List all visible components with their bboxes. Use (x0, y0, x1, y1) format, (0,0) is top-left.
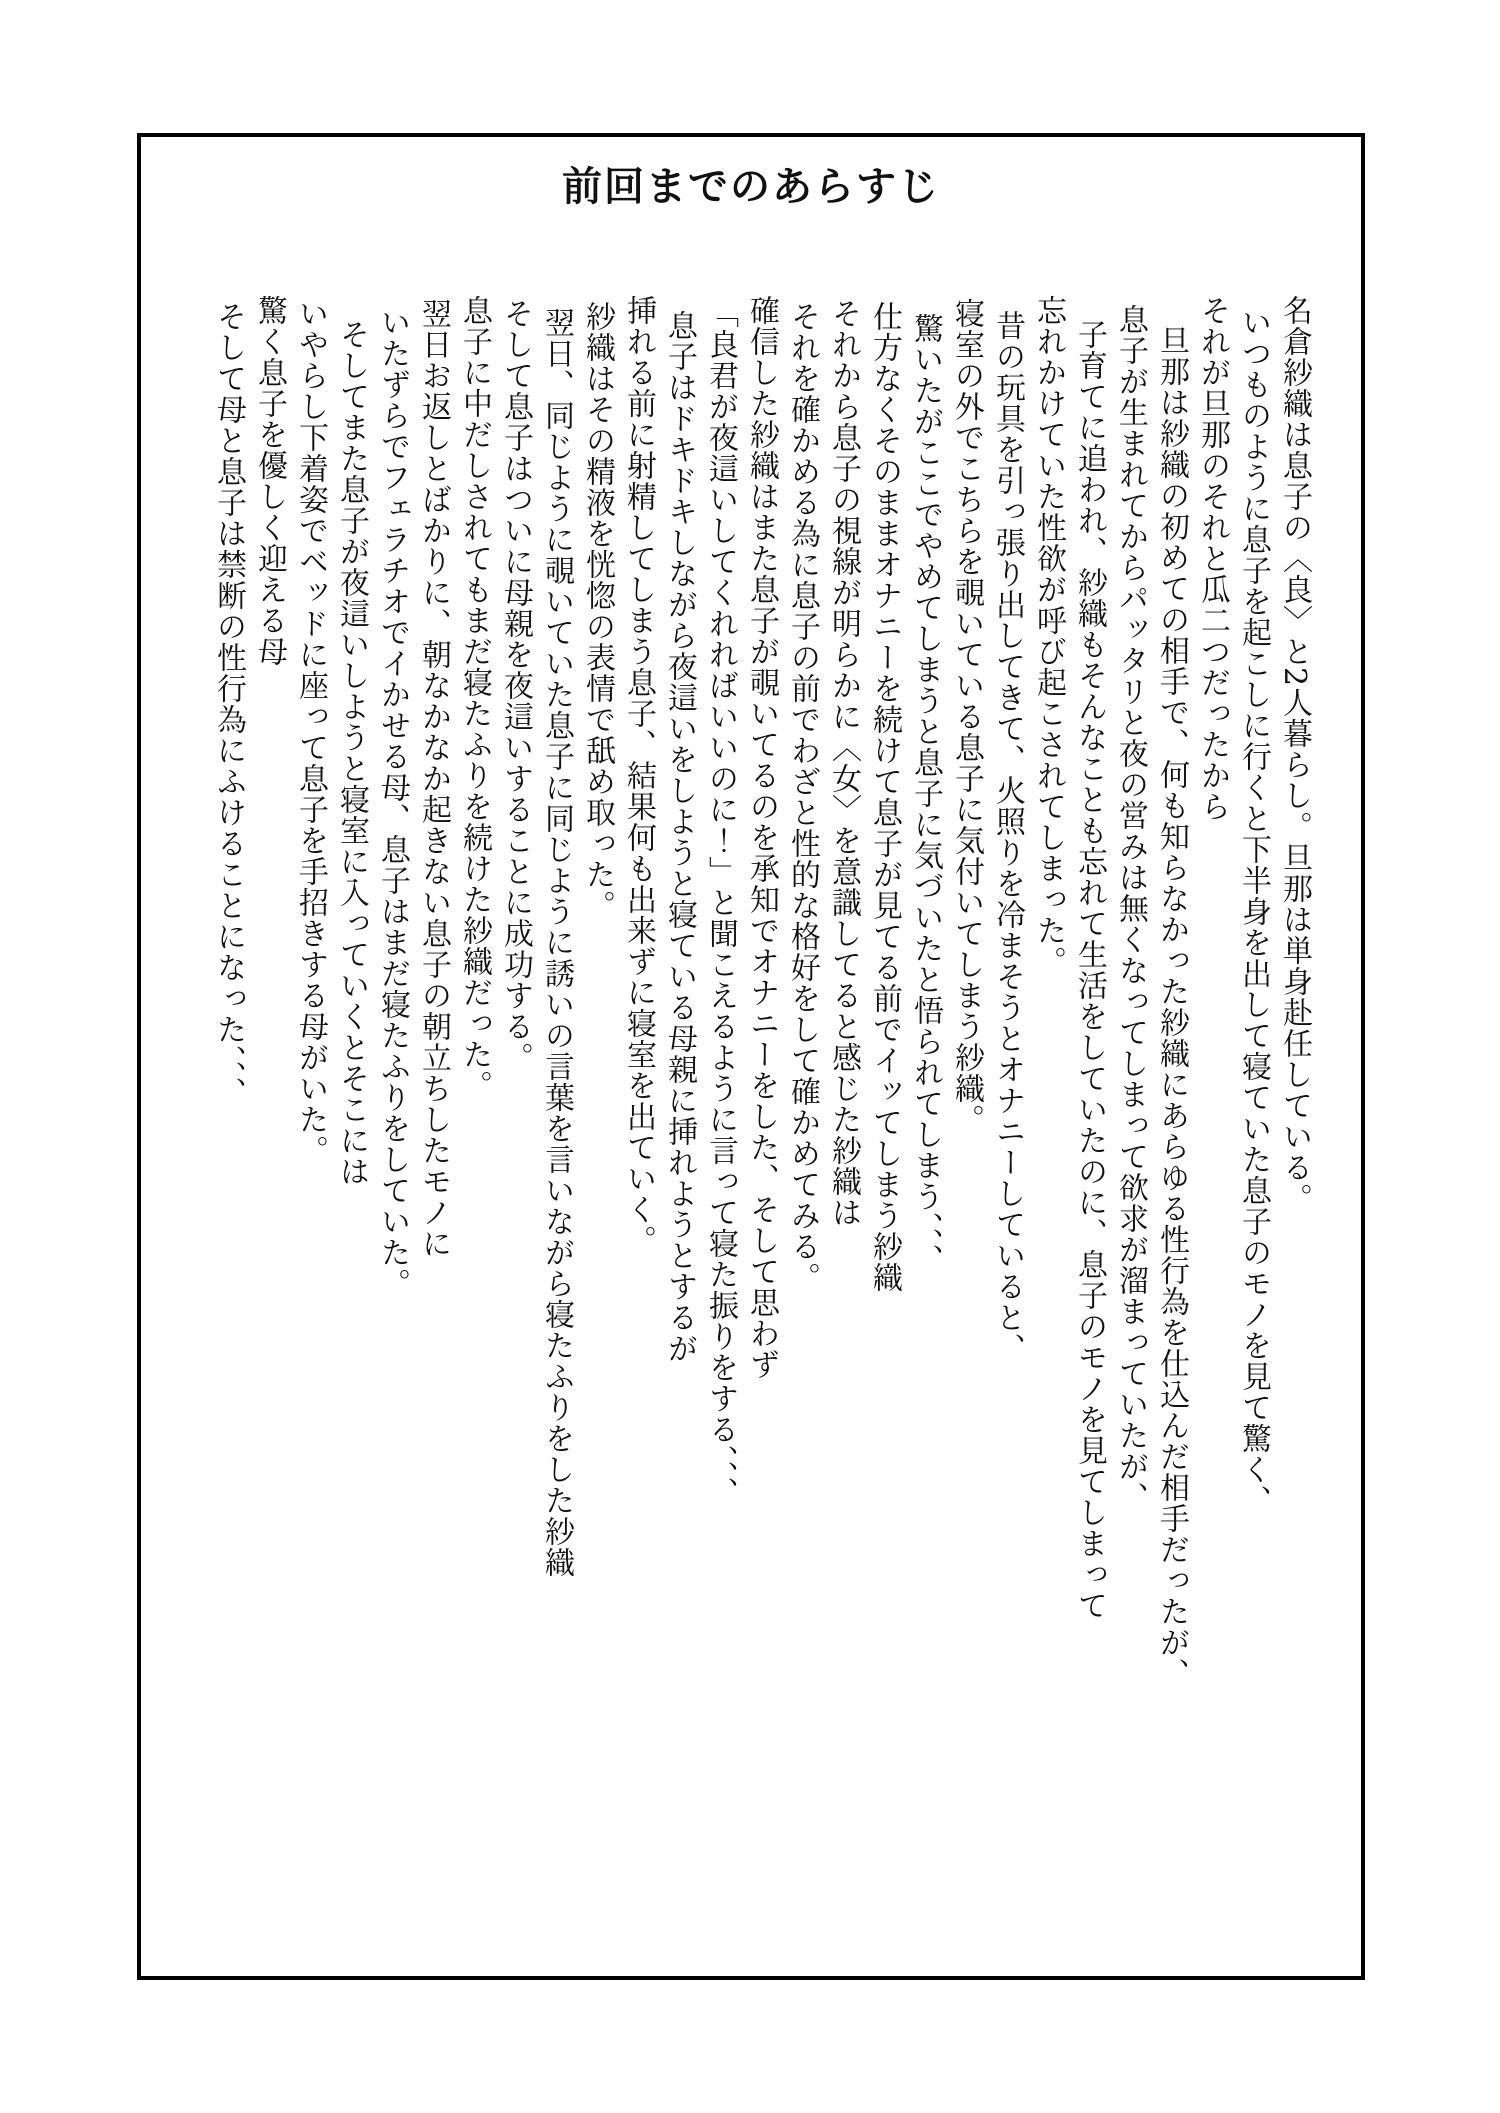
synopsis-text (187, 295, 1315, 1725)
synopsis-line: 「良君が夜這いしてくれればいいのに！」と聞こえるように言って寝た振りをする、、、 (703, 298, 738, 1508)
synopsis-line: それから息子の視線が明らかに〈女〉を意識してると感じた紗織は (826, 298, 861, 1228)
synopsis-line: 息子はドキドキしながら夜這いをしようと寝ている母親に挿れようとするが (662, 310, 697, 1364)
synopsis-line: 子育てに追われ、紗織もそんなことも忘れて生活をしていたのに、息子のモノを見てしまって (1072, 319, 1107, 1621)
synopsis-line: そしてまた息子が夜這いしようと寝室に入っていくとそこには (334, 319, 369, 1187)
synopsis-line: 驚いたがここでやめてしまうと息子に気づいたと悟られてしまう、、、 (908, 313, 943, 1275)
synopsis-line: 忘れかけていた性欲が呼び起こされてしまった。 (1031, 295, 1066, 977)
synopsis-line: いやらし下着姿でベッドに座って息子を手招きする母がいた。 (293, 298, 328, 1166)
synopsis-line: 確信した紗織はまた息子が覗いてるのを承知でオナニーをした、そして思わず (744, 295, 779, 1380)
synopsis-line: 昔の玩具を引っ張り出してきて、火照りを冷まそうとオナニーしていると、 (990, 310, 1025, 1364)
synopsis-line: それを確かめる為に息子の前でわざと性的な格好をして確かめてみる。 (785, 301, 820, 1293)
synopsis-line: 仕方なくそのままオナニーを続けて息子が見てる前でイッてしまう紗織 (867, 301, 902, 1293)
synopsis-line: 息子に中だしされてもまだ寝たふりを続けた紗織だった。 (457, 295, 492, 1101)
synopsis-line: いたずらでフェラチオでイかせる母、息子はまだ寝たふりをしていた。 (375, 307, 410, 1299)
page-title: 前回までのあらすじ (562, 163, 940, 210)
synopsis-line: 翌日、同じように覗いていた息子に同じように誘いの言葉を言いながら寝たふりをした紗織 (539, 307, 574, 1578)
synopsis-line: 挿れる前に射精してしまう息子、結果何も出来ずに寝室を出ていく。 (621, 295, 656, 1256)
synopsis-line: 驚く息子を優しく迎える母 (252, 295, 287, 667)
synopsis-line: そして息子はついに母親を夜這いすることに成功する。 (498, 298, 533, 1073)
synopsis-line: そして母と息子は禁断の性行為にふけることになった、、、 (211, 301, 246, 1108)
synopsis-frame (137, 133, 1365, 1980)
synopsis-line: 寝室の外でこちらを覗いている息子に気付いてしまう紗織。 (949, 298, 984, 1135)
synopsis-line: 息子が生まれてからパッタリと夜の営みは無くなってしまって欲求が溜まっていたが、 (1113, 304, 1148, 1513)
synopsis-line: 旦那は紗織の初めての相手で、何も知らなかった紗織にあらゆる性行為を仕込んだ相手だったが、 (1154, 325, 1189, 1689)
synopsis-line: それが旦那のそれと瓜二つだったから (1195, 295, 1230, 822)
synopsis-line: 翌日お返しとばかりに、朝なかなか起きない息子の朝立ちしたモノに (416, 298, 451, 1259)
synopsis-line: いつものように息子を起こしに行くと下半身を出して寝ていた息子のモノを見て驚く、 (1236, 307, 1271, 1516)
synopsis-line: 紗織はその精液を恍惚の表情で舐め取った。 (580, 301, 615, 921)
synopsis-line: 名倉紗織は息子の〈良〉と2人暮らし。旦那は単身赴任している。 (1277, 295, 1312, 1215)
